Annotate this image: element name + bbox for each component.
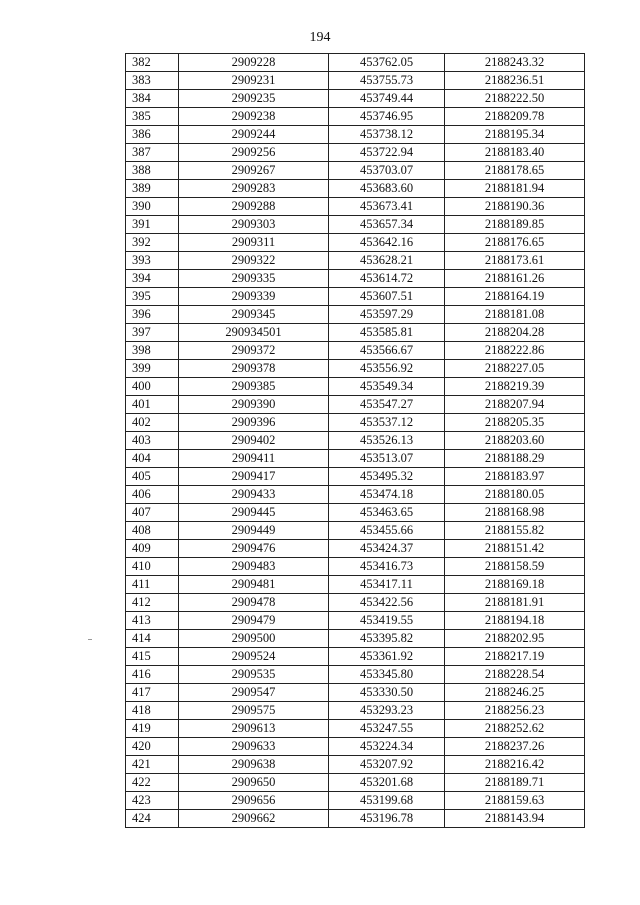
row-number-cell: 415 bbox=[126, 648, 179, 666]
point-id-cell: 2909656 bbox=[179, 792, 329, 810]
x-coordinate-cell: 453628.21 bbox=[329, 252, 445, 270]
x-coordinate-cell: 453683.60 bbox=[329, 180, 445, 198]
y-coordinate-cell: 2188256.23 bbox=[445, 702, 585, 720]
point-id-cell: 2909662 bbox=[179, 810, 329, 828]
table-row bbox=[126, 324, 585, 342]
row-number-cell: 416 bbox=[126, 666, 179, 684]
table-row bbox=[126, 792, 585, 810]
point-id-cell: 2909378 bbox=[179, 360, 329, 378]
x-coordinate-cell: 453474.18 bbox=[329, 486, 445, 504]
x-coordinate-cell: 453549.34 bbox=[329, 378, 445, 396]
point-id-cell: 2909417 bbox=[179, 468, 329, 486]
point-id-cell: 2909238 bbox=[179, 108, 329, 126]
y-coordinate-cell: 2188246.25 bbox=[445, 684, 585, 702]
row-number-cell: 397 bbox=[126, 324, 179, 342]
row-number-cell: 392 bbox=[126, 234, 179, 252]
table-row bbox=[126, 774, 585, 792]
row-number-cell: 393 bbox=[126, 252, 179, 270]
x-coordinate-cell: 453738.12 bbox=[329, 126, 445, 144]
x-coordinate-cell: 453419.55 bbox=[329, 612, 445, 630]
point-id-cell: 2909231 bbox=[179, 72, 329, 90]
row-number-cell: 417 bbox=[126, 684, 179, 702]
table-row bbox=[126, 270, 585, 288]
row-number-cell: 386 bbox=[126, 126, 179, 144]
table-row bbox=[126, 54, 585, 72]
x-coordinate-cell: 453345.80 bbox=[329, 666, 445, 684]
row-number-cell: 413 bbox=[126, 612, 179, 630]
point-id-cell: 2909256 bbox=[179, 144, 329, 162]
table-row bbox=[126, 252, 585, 270]
x-coordinate-cell: 453703.07 bbox=[329, 162, 445, 180]
row-number-cell: 394 bbox=[126, 270, 179, 288]
table-row bbox=[126, 360, 585, 378]
point-id-cell: 2909483 bbox=[179, 558, 329, 576]
point-id-cell: 2909283 bbox=[179, 180, 329, 198]
row-number-cell: 398 bbox=[126, 342, 179, 360]
table-row bbox=[126, 720, 585, 738]
y-coordinate-cell: 2188173.61 bbox=[445, 252, 585, 270]
row-number-cell: 422 bbox=[126, 774, 179, 792]
point-id-cell: 2909267 bbox=[179, 162, 329, 180]
table-row bbox=[126, 756, 585, 774]
y-coordinate-cell: 2188164.19 bbox=[445, 288, 585, 306]
point-id-cell: 2909390 bbox=[179, 396, 329, 414]
point-id-cell: 2909396 bbox=[179, 414, 329, 432]
table-row bbox=[126, 450, 585, 468]
row-number-cell: 399 bbox=[126, 360, 179, 378]
y-coordinate-cell: 2188143.94 bbox=[445, 810, 585, 828]
y-coordinate-cell: 2188227.05 bbox=[445, 360, 585, 378]
point-id-cell: 2909433 bbox=[179, 486, 329, 504]
y-coordinate-cell: 2188158.59 bbox=[445, 558, 585, 576]
y-coordinate-cell: 2188195.34 bbox=[445, 126, 585, 144]
table-row bbox=[126, 144, 585, 162]
x-coordinate-cell: 453417.11 bbox=[329, 576, 445, 594]
x-coordinate-cell: 453330.50 bbox=[329, 684, 445, 702]
table-row bbox=[126, 522, 585, 540]
table-row bbox=[126, 684, 585, 702]
row-number-cell: 412 bbox=[126, 594, 179, 612]
x-coordinate-cell: 453673.41 bbox=[329, 198, 445, 216]
x-coordinate-cell: 453722.94 bbox=[329, 144, 445, 162]
x-coordinate-cell: 453196.78 bbox=[329, 810, 445, 828]
table-row bbox=[126, 486, 585, 504]
y-coordinate-cell: 2188204.28 bbox=[445, 324, 585, 342]
table-row bbox=[126, 576, 585, 594]
x-coordinate-cell: 453749.44 bbox=[329, 90, 445, 108]
x-coordinate-cell: 453513.07 bbox=[329, 450, 445, 468]
x-coordinate-cell: 453201.68 bbox=[329, 774, 445, 792]
table-row bbox=[126, 162, 585, 180]
point-id-cell: 2909385 bbox=[179, 378, 329, 396]
y-coordinate-cell: 2188252.62 bbox=[445, 720, 585, 738]
x-coordinate-cell: 453424.37 bbox=[329, 540, 445, 558]
y-coordinate-cell: 2188178.65 bbox=[445, 162, 585, 180]
point-id-cell: 2909535 bbox=[179, 666, 329, 684]
x-coordinate-cell: 453755.73 bbox=[329, 72, 445, 90]
y-coordinate-cell: 2188237.26 bbox=[445, 738, 585, 756]
y-coordinate-cell: 2188188.29 bbox=[445, 450, 585, 468]
point-id-cell: 2909478 bbox=[179, 594, 329, 612]
y-coordinate-cell: 2188222.50 bbox=[445, 90, 585, 108]
row-number-cell: 409 bbox=[126, 540, 179, 558]
x-coordinate-cell: 453762.05 bbox=[329, 54, 445, 72]
row-number-cell: 410 bbox=[126, 558, 179, 576]
table-row bbox=[126, 342, 585, 360]
x-coordinate-cell: 453657.34 bbox=[329, 216, 445, 234]
y-coordinate-cell: 2188189.71 bbox=[445, 774, 585, 792]
x-coordinate-cell: 453556.92 bbox=[329, 360, 445, 378]
point-id-cell: 2909335 bbox=[179, 270, 329, 288]
row-number-cell: 401 bbox=[126, 396, 179, 414]
row-number-cell: 391 bbox=[126, 216, 179, 234]
coordinates-table bbox=[125, 53, 585, 828]
y-coordinate-cell: 2188168.98 bbox=[445, 504, 585, 522]
margin-mark bbox=[88, 639, 92, 640]
x-coordinate-cell: 453537.12 bbox=[329, 414, 445, 432]
row-number-cell: 407 bbox=[126, 504, 179, 522]
y-coordinate-cell: 2188180.05 bbox=[445, 486, 585, 504]
table-row bbox=[126, 540, 585, 558]
y-coordinate-cell: 2188202.95 bbox=[445, 630, 585, 648]
y-coordinate-cell: 2188209.78 bbox=[445, 108, 585, 126]
x-coordinate-cell: 453526.13 bbox=[329, 432, 445, 450]
point-id-cell: 2909500 bbox=[179, 630, 329, 648]
table-row bbox=[126, 288, 585, 306]
x-coordinate-cell: 453199.68 bbox=[329, 792, 445, 810]
table-row bbox=[126, 126, 585, 144]
x-coordinate-cell: 453224.34 bbox=[329, 738, 445, 756]
x-coordinate-cell: 453361.92 bbox=[329, 648, 445, 666]
table-row bbox=[126, 594, 585, 612]
row-number-cell: 405 bbox=[126, 468, 179, 486]
x-coordinate-cell: 453455.66 bbox=[329, 522, 445, 540]
table-row bbox=[126, 234, 585, 252]
x-coordinate-cell: 453395.82 bbox=[329, 630, 445, 648]
y-coordinate-cell: 2188169.18 bbox=[445, 576, 585, 594]
y-coordinate-cell: 2188161.26 bbox=[445, 270, 585, 288]
row-number-cell: 383 bbox=[126, 72, 179, 90]
y-coordinate-cell: 2188236.51 bbox=[445, 72, 585, 90]
point-id-cell: 2909524 bbox=[179, 648, 329, 666]
point-id-cell: 2909411 bbox=[179, 450, 329, 468]
table-row bbox=[126, 108, 585, 126]
point-id-cell: 2909303 bbox=[179, 216, 329, 234]
y-coordinate-cell: 2188194.18 bbox=[445, 612, 585, 630]
y-coordinate-cell: 2188151.42 bbox=[445, 540, 585, 558]
row-number-cell: 418 bbox=[126, 702, 179, 720]
point-id-cell: 2909235 bbox=[179, 90, 329, 108]
y-coordinate-cell: 2188228.54 bbox=[445, 666, 585, 684]
row-number-cell: 411 bbox=[126, 576, 179, 594]
y-coordinate-cell: 2188183.40 bbox=[445, 144, 585, 162]
row-number-cell: 408 bbox=[126, 522, 179, 540]
table-body bbox=[126, 54, 585, 828]
point-id-cell: 2909445 bbox=[179, 504, 329, 522]
x-coordinate-cell: 453597.29 bbox=[329, 306, 445, 324]
table-row bbox=[126, 216, 585, 234]
row-number-cell: 388 bbox=[126, 162, 179, 180]
point-id-cell: 2909345 bbox=[179, 306, 329, 324]
y-coordinate-cell: 2188181.94 bbox=[445, 180, 585, 198]
table-row bbox=[126, 738, 585, 756]
point-id-cell: 2909481 bbox=[179, 576, 329, 594]
point-id-cell: 2909311 bbox=[179, 234, 329, 252]
x-coordinate-cell: 453642.16 bbox=[329, 234, 445, 252]
table-row bbox=[126, 414, 585, 432]
y-coordinate-cell: 2188243.32 bbox=[445, 54, 585, 72]
row-number-cell: 403 bbox=[126, 432, 179, 450]
y-coordinate-cell: 2188189.85 bbox=[445, 216, 585, 234]
row-number-cell: 396 bbox=[126, 306, 179, 324]
point-id-cell: 2909633 bbox=[179, 738, 329, 756]
table-row bbox=[126, 630, 585, 648]
y-coordinate-cell: 2188207.94 bbox=[445, 396, 585, 414]
row-number-cell: 421 bbox=[126, 756, 179, 774]
point-id-cell: 2909402 bbox=[179, 432, 329, 450]
table-row bbox=[126, 198, 585, 216]
y-coordinate-cell: 2188181.08 bbox=[445, 306, 585, 324]
table-row bbox=[126, 90, 585, 108]
point-id-cell: 2909650 bbox=[179, 774, 329, 792]
y-coordinate-cell: 2188216.42 bbox=[445, 756, 585, 774]
page-number: 194 bbox=[309, 30, 331, 45]
x-coordinate-cell: 453463.65 bbox=[329, 504, 445, 522]
row-number-cell: 384 bbox=[126, 90, 179, 108]
row-number-cell: 420 bbox=[126, 738, 179, 756]
row-number-cell: 390 bbox=[126, 198, 179, 216]
x-coordinate-cell: 453495.32 bbox=[329, 468, 445, 486]
table-row bbox=[126, 72, 585, 90]
table-row bbox=[126, 702, 585, 720]
table-row bbox=[126, 648, 585, 666]
point-id-cell: 290934501 bbox=[179, 324, 329, 342]
y-coordinate-cell: 2188205.35 bbox=[445, 414, 585, 432]
row-number-cell: 387 bbox=[126, 144, 179, 162]
row-number-cell: 406 bbox=[126, 486, 179, 504]
y-coordinate-cell: 2188159.63 bbox=[445, 792, 585, 810]
x-coordinate-cell: 453607.51 bbox=[329, 288, 445, 306]
point-id-cell: 2909449 bbox=[179, 522, 329, 540]
y-coordinate-cell: 2188203.60 bbox=[445, 432, 585, 450]
y-coordinate-cell: 2188219.39 bbox=[445, 378, 585, 396]
point-id-cell: 2909322 bbox=[179, 252, 329, 270]
table-row bbox=[126, 666, 585, 684]
row-number-cell: 423 bbox=[126, 792, 179, 810]
table-row bbox=[126, 378, 585, 396]
row-number-cell: 389 bbox=[126, 180, 179, 198]
point-id-cell: 2909638 bbox=[179, 756, 329, 774]
x-coordinate-cell: 453746.95 bbox=[329, 108, 445, 126]
x-coordinate-cell: 453293.23 bbox=[329, 702, 445, 720]
y-coordinate-cell: 2188176.65 bbox=[445, 234, 585, 252]
point-id-cell: 2909479 bbox=[179, 612, 329, 630]
point-id-cell: 2909339 bbox=[179, 288, 329, 306]
table-row bbox=[126, 432, 585, 450]
table-row bbox=[126, 504, 585, 522]
x-coordinate-cell: 453566.67 bbox=[329, 342, 445, 360]
row-number-cell: 402 bbox=[126, 414, 179, 432]
row-number-cell: 385 bbox=[126, 108, 179, 126]
x-coordinate-cell: 453416.73 bbox=[329, 558, 445, 576]
row-number-cell: 419 bbox=[126, 720, 179, 738]
x-coordinate-cell: 453614.72 bbox=[329, 270, 445, 288]
row-number-cell: 382 bbox=[126, 54, 179, 72]
row-number-cell: 404 bbox=[126, 450, 179, 468]
x-coordinate-cell: 453422.56 bbox=[329, 594, 445, 612]
table-row bbox=[126, 468, 585, 486]
row-number-cell: 395 bbox=[126, 288, 179, 306]
point-id-cell: 2909547 bbox=[179, 684, 329, 702]
y-coordinate-cell: 2188217.19 bbox=[445, 648, 585, 666]
y-coordinate-cell: 2188181.91 bbox=[445, 594, 585, 612]
point-id-cell: 2909288 bbox=[179, 198, 329, 216]
table-row bbox=[126, 180, 585, 198]
y-coordinate-cell: 2188155.82 bbox=[445, 522, 585, 540]
point-id-cell: 2909575 bbox=[179, 702, 329, 720]
x-coordinate-cell: 453547.27 bbox=[329, 396, 445, 414]
x-coordinate-cell: 453247.55 bbox=[329, 720, 445, 738]
table-row bbox=[126, 612, 585, 630]
x-coordinate-cell: 453207.92 bbox=[329, 756, 445, 774]
point-id-cell: 2909476 bbox=[179, 540, 329, 558]
row-number-cell: 424 bbox=[126, 810, 179, 828]
y-coordinate-cell: 2188222.86 bbox=[445, 342, 585, 360]
table-row bbox=[126, 306, 585, 324]
table-row bbox=[126, 396, 585, 414]
point-id-cell: 2909228 bbox=[179, 54, 329, 72]
y-coordinate-cell: 2188183.97 bbox=[445, 468, 585, 486]
y-coordinate-cell: 2188190.36 bbox=[445, 198, 585, 216]
point-id-cell: 2909244 bbox=[179, 126, 329, 144]
row-number-cell: 400 bbox=[126, 378, 179, 396]
table-row bbox=[126, 810, 585, 828]
table-row bbox=[126, 558, 585, 576]
point-id-cell: 2909613 bbox=[179, 720, 329, 738]
point-id-cell: 2909372 bbox=[179, 342, 329, 360]
row-number-cell: 414 bbox=[126, 630, 179, 648]
x-coordinate-cell: 453585.81 bbox=[329, 324, 445, 342]
